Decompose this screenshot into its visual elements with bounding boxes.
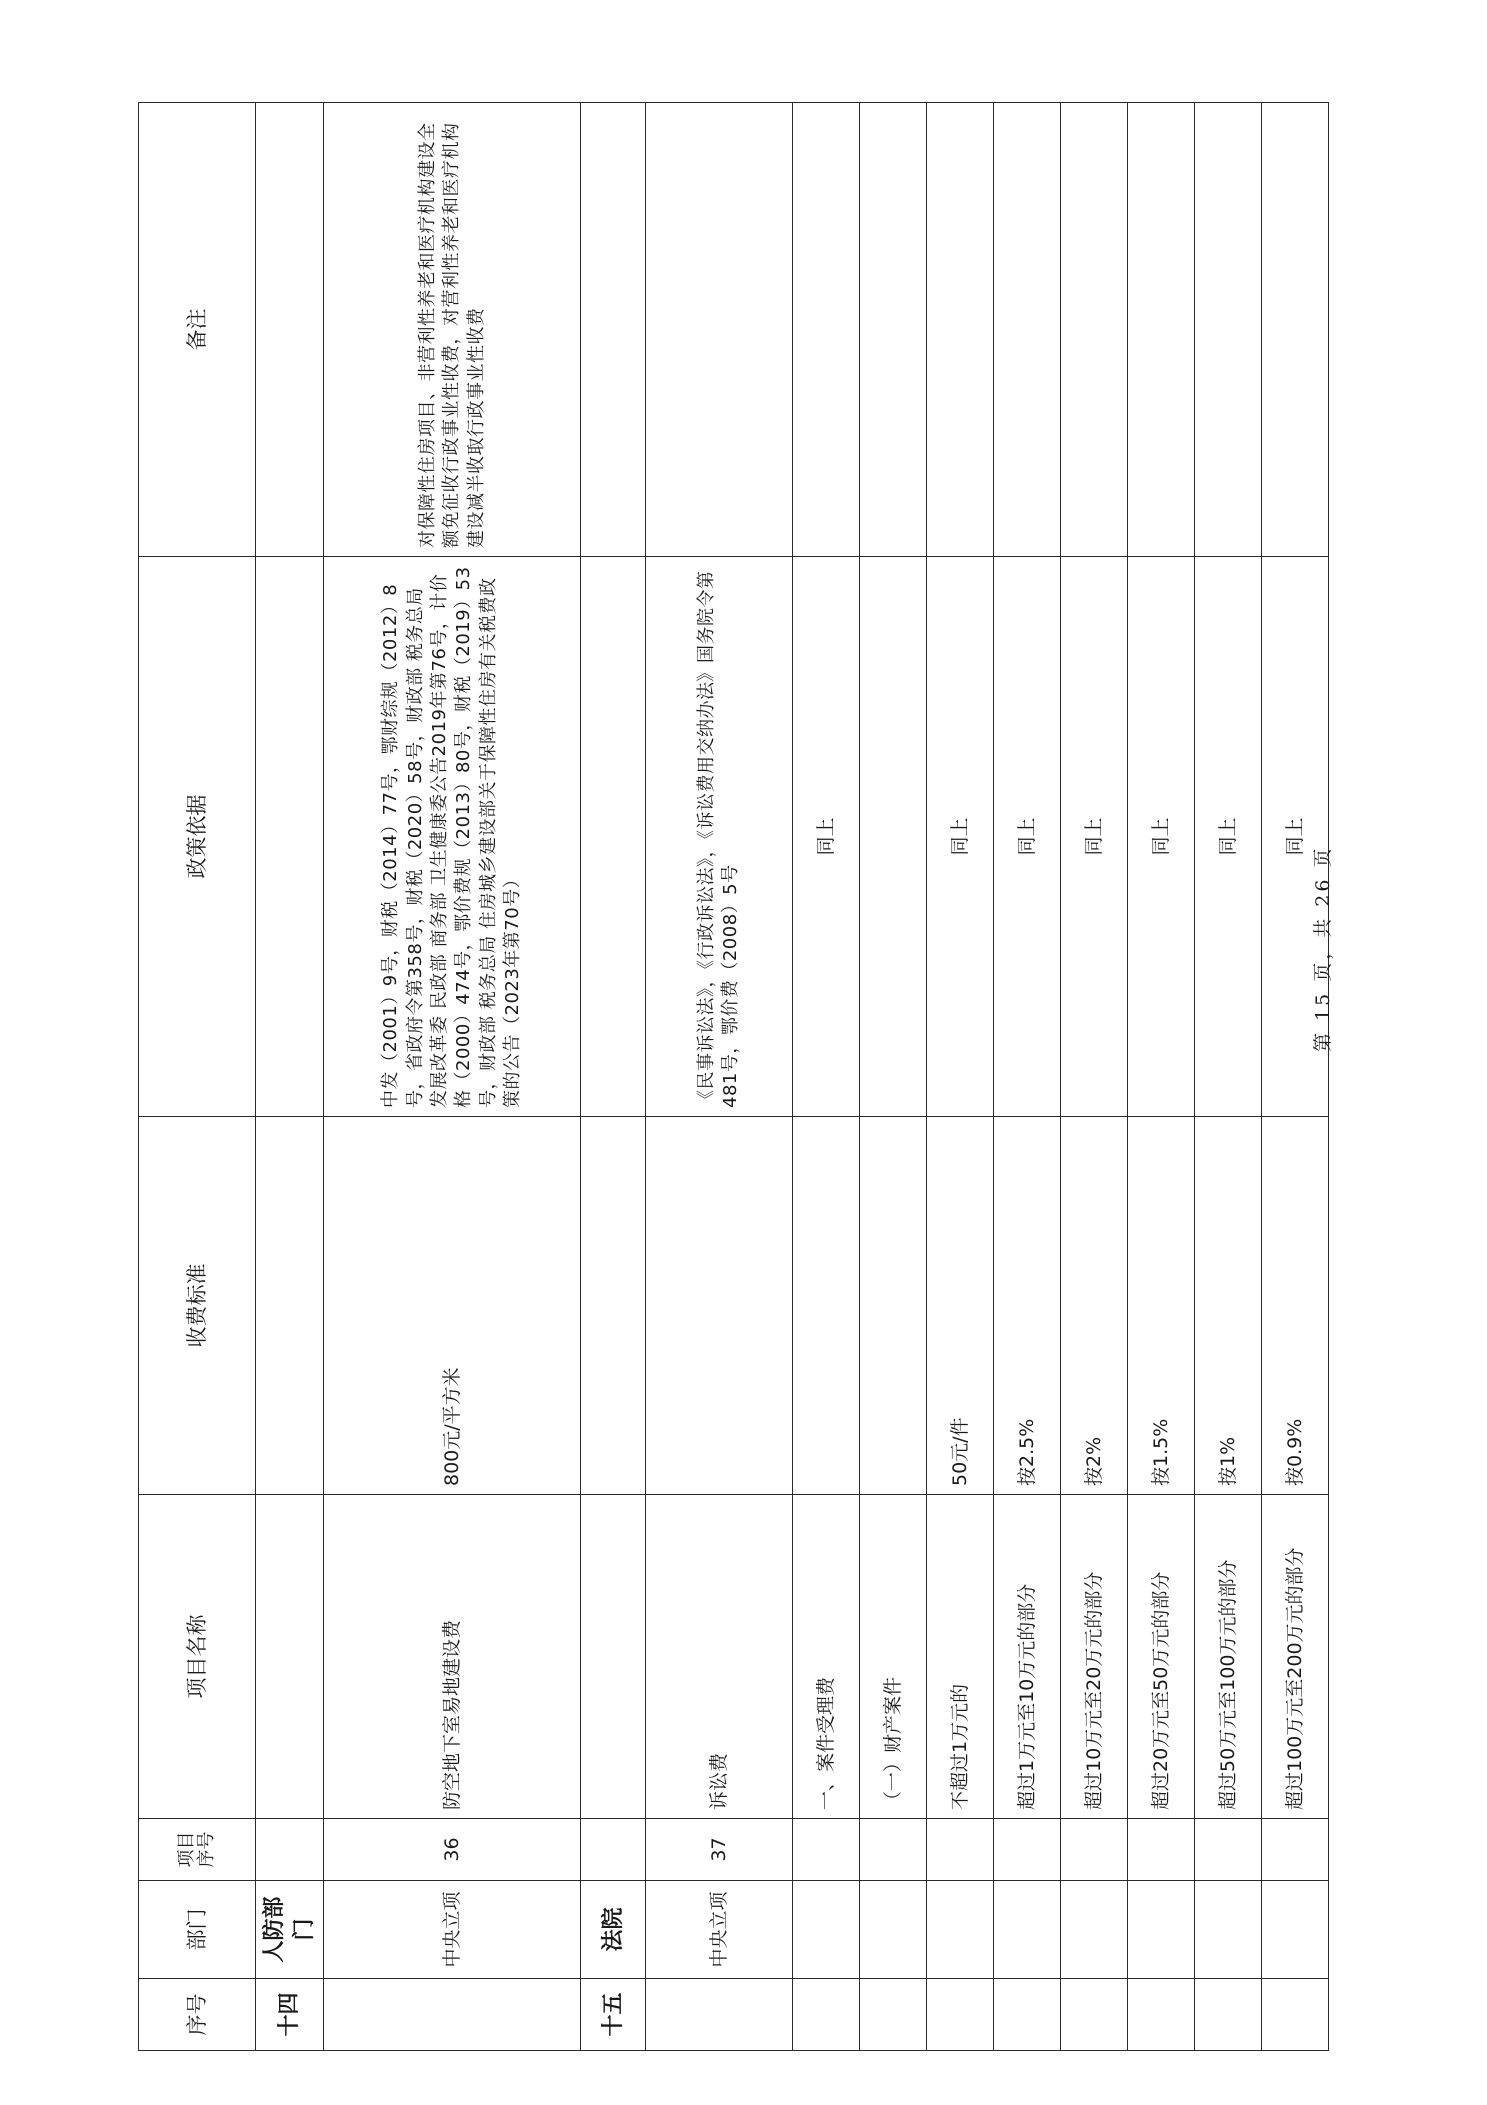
cell-seq (324, 1979, 581, 2051)
cell-item-no (860, 1819, 927, 1881)
cell-seq (793, 1979, 860, 2051)
cell-dept: 中央立项 (324, 1881, 581, 1979)
cell-remark (1061, 103, 1128, 557)
cell-item-no (793, 1819, 860, 1881)
cell-basis: 同上 (1195, 557, 1262, 1117)
cell-dept (1195, 1881, 1262, 1979)
cell-item-no (1262, 1819, 1329, 1881)
cell-item-name: 诉讼费 (646, 1495, 793, 1819)
page-number-footer: 第 15 页，共 26 页 (1312, 845, 1334, 1052)
cell-seq: 十四 (256, 1979, 324, 2051)
header-standard: 收费标准 (139, 1117, 256, 1495)
cell-basis (581, 557, 646, 1117)
cell-standard: 按2% (1061, 1117, 1128, 1495)
cell-seq (1061, 1979, 1128, 2051)
header-basis: 政策依据 (139, 557, 256, 1117)
cell-remark (793, 103, 860, 557)
cell-basis: 同上 (994, 557, 1061, 1117)
table-row (1061, 103, 1128, 2051)
cell-basis: 同上 (1262, 557, 1329, 1117)
cell-standard: 50元/件 (927, 1117, 994, 1495)
cell-standard: 800元/平方米 (324, 1117, 581, 1495)
table-row (927, 103, 994, 2051)
cell-basis: 同上 (793, 557, 860, 1117)
cell-seq: 十五 (581, 1979, 646, 2051)
cell-seq (1262, 1979, 1329, 2051)
cell-remark (256, 103, 324, 557)
cell-item-no (581, 1819, 646, 1881)
cell-basis: 同上 (1128, 557, 1195, 1117)
cell-item-name: （一）财产案件 (860, 1495, 927, 1819)
cell-item-no: 36 (324, 1819, 581, 1881)
cell-remark (860, 103, 927, 557)
table-row (324, 103, 581, 2051)
cell-dept (860, 1881, 927, 1979)
cell-basis: 同上 (1061, 557, 1128, 1117)
cell-standard: 按0.9% (1262, 1117, 1329, 1495)
cell-standard: 按1.5% (1128, 1117, 1195, 1495)
cell-item-name: 超过100万元至200万元的部分 (1262, 1495, 1329, 1819)
cell-item-name: 不超过1万元的 (927, 1495, 994, 1819)
cell-remark (994, 103, 1061, 557)
cell-standard (646, 1117, 793, 1495)
cell-basis: 同上 (927, 557, 994, 1117)
cell-remark (927, 103, 994, 557)
header-item-no: 项目序号 (139, 1819, 256, 1881)
cell-basis (860, 557, 927, 1117)
cell-item-name: 超过50万元至100万元的部分 (1195, 1495, 1262, 1819)
fee-table-sheet (138, 103, 1328, 2051)
cell-remark (1128, 103, 1195, 557)
header-seq: 序号 (139, 1979, 256, 2051)
table-row (646, 103, 793, 2051)
header-remark: 备注 (139, 103, 256, 557)
cell-seq (994, 1979, 1061, 2051)
cell-remark (1262, 103, 1329, 557)
cell-standard (860, 1117, 927, 1495)
cell-standard: 按1% (1195, 1117, 1262, 1495)
cell-dept (1128, 1881, 1195, 1979)
table-row (793, 103, 860, 2051)
cell-standard (793, 1117, 860, 1495)
cell-item-no (1128, 1819, 1195, 1881)
cell-dept: 中央立项 (646, 1881, 793, 1979)
fee-table (138, 102, 1329, 2051)
cell-seq (1128, 1979, 1195, 2051)
cell-dept (1262, 1881, 1329, 1979)
header-item-name: 项目名称 (139, 1495, 256, 1819)
cell-dept: 人防部门 (256, 1881, 324, 1979)
table-row (994, 103, 1061, 2051)
cell-item-name: 超过1万元至10万元的部分 (994, 1495, 1061, 1819)
table-row (1195, 103, 1262, 2051)
cell-item-name (256, 1495, 324, 1819)
cell-remark: 对保障性住房项目、非营利性养老和医疗机构建设全额免征收行政事业性收费，对营利性养老和医疗机构建设减半收取行政事业性收费 (324, 103, 581, 557)
table-row (860, 103, 927, 2051)
table-row (581, 103, 646, 2051)
cell-basis: 《民事诉讼法》，《行政诉讼法》，《诉讼费用交纳办法》国务院令第481号，鄂价费（2008）5号 (646, 557, 793, 1117)
table-row (256, 103, 324, 2051)
table-header-row (139, 103, 256, 2051)
cell-dept (793, 1881, 860, 1979)
cell-dept (1061, 1881, 1128, 1979)
cell-item-name (581, 1495, 646, 1819)
cell-basis (256, 557, 324, 1117)
cell-item-name: 超过10万元至20万元的部分 (1061, 1495, 1128, 1819)
cell-standard (256, 1117, 324, 1495)
cell-standard (581, 1117, 646, 1495)
cell-remark (646, 103, 793, 557)
cell-item-name: 超过20万元至50万元的部分 (1128, 1495, 1195, 1819)
cell-remark (581, 103, 646, 557)
table-row (1262, 103, 1329, 2051)
cell-item-name: 防空地下室易地建设费 (324, 1495, 581, 1819)
table-row (1128, 103, 1195, 2051)
cell-basis: 中发（2001）9号，财税（2014）77号，鄂财综规（2012）8号，省政府令第358号，财税（2020）58号，财政部 税务总局 发展改革委 民政部 商务部 卫生健康委公告2019年第76号，计价格（2000）474号，鄂价费规（2013）80号，财税（2019）53号，财政部 税务总局 住房城乡建设部关于保障性住房有关税费政策的公告（2023年第70号） (324, 557, 581, 1117)
cell-seq (1195, 1979, 1262, 2051)
cell-item-no (1061, 1819, 1128, 1881)
cell-dept: 法院 (581, 1881, 646, 1979)
cell-dept (994, 1881, 1061, 1979)
cell-item-name: 一、案件受理费 (793, 1495, 860, 1819)
cell-item-no (927, 1819, 994, 1881)
cell-dept (927, 1881, 994, 1979)
cell-standard: 按2.5% (994, 1117, 1061, 1495)
cell-remark (1195, 103, 1262, 557)
header-dept: 部门 (139, 1881, 256, 1979)
cell-seq (927, 1979, 994, 2051)
cell-item-no (256, 1819, 324, 1881)
cell-item-no: 37 (646, 1819, 793, 1881)
cell-seq (646, 1979, 793, 2051)
cell-item-no (1195, 1819, 1262, 1881)
cell-seq (860, 1979, 927, 2051)
cell-item-no (994, 1819, 1061, 1881)
